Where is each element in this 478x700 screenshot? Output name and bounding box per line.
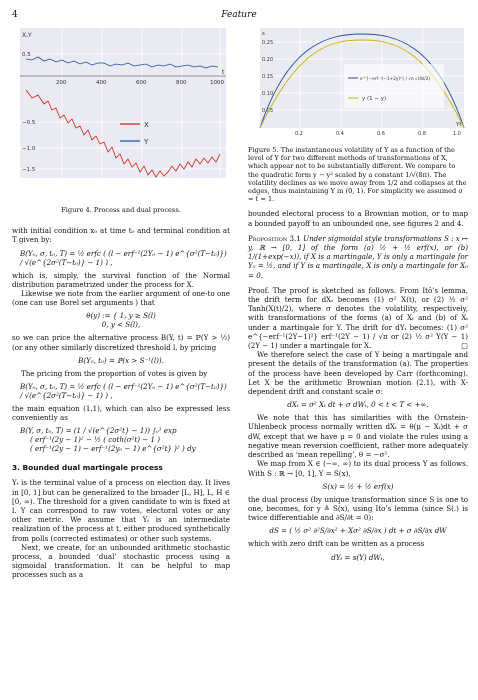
equation: B(Y₀, σ, t₀, T) = ½ erfc ( (l − erf⁻¹(2Y₀ − 1) e^{σ²(T−t₀)}) / √(e^{2σ²(T−t₀)} − 1) ) , [20, 248, 227, 267]
right-column [248, 26, 468, 566]
paragraph: Yₜ is the terminal value of a process on election day. It lives in [0, 1] but can be generalized to the broader [L, H], L, H ∈ [0, ∞). The threshold for a given candidate to win is fixed at l. Y can correspond to raw votes, electoral votes or any other metric. We assume that Yₜ is an intermediate realization of the process at t, either produced synthetically from polls (corrected estimates) or other such systems. [12, 478, 230, 543]
figure-4-caption: Figure 4. Process and dual process. [61, 206, 181, 214]
qed-symbol: □ [461, 341, 468, 351]
paragraph: We map from X ∈ (−∞, ∞) to its dual process Y as follows. With S : ℝ → [0, 1], Y = S(x), [248, 459, 468, 478]
equation-line: 0, y < S(l), [101, 320, 141, 330]
paragraph: which with zero drift can be written as a process [248, 539, 425, 549]
paragraph: bounded electoral process to a Brownian motion, or to map a bounded payoff to an unbounded one, see figures 2 and 4. [248, 209, 468, 228]
fig4-x-tick: 400 [96, 80, 107, 86]
fig4-y-title: X,Y [22, 32, 32, 39]
equation [20, 426, 230, 453]
figure-4 [12, 26, 230, 214]
fig5-x-tick: 0.8 [418, 131, 426, 137]
fig5-y-title: s [262, 31, 265, 37]
fig4-y-tick: −0.5 [22, 120, 36, 126]
equation-line: ( erf⁻¹(2y − 1)² − ½ ( coth(σ²t) − 1 ) [30, 435, 161, 445]
fig5-x-title: Yt [456, 122, 462, 128]
equation [12, 311, 230, 329]
fig4-x-tick: 1000 [210, 80, 224, 86]
proof-body: Proof. The proof is sketched as follows. From Itô’s lemma, the drift term for dXₜ becomes (1) σ² X(t), or (2) ½ σ² Tanh(X(t)/2), where σ denotes the volatility, respectively, with transformations of the forms (a) of Xₜ and (b) of Xₜ under a martingale for Y. The drift for dYₜ becomes: (1) σ² e^{−erf⁻¹(2Y−1)²} erf⁻¹(2Y − 1) / √π or (2) ½ σ² Y(Y − 1)(2Y − 1) under a martingale for X. [248, 285, 468, 351]
fig5-y-tick: 0.05 [262, 108, 274, 114]
fig5-y-tick: 0.20 [262, 57, 274, 63]
fig4-legend-label: Y [144, 138, 149, 146]
fig5-x-tick: 0.2 [295, 131, 303, 137]
fig5-y-tick: 0.15 [262, 74, 274, 80]
left-column [12, 26, 230, 580]
proposition-heading: Proposition 3.1 [248, 233, 301, 243]
figure-4-plot [12, 26, 230, 186]
figure-5-caption: Figure 5. The instantaneous volatility of Y as a function of the level of Y for two different methods of transformations of X, which appear not to be substantially different. We compare to the quadratic form y − y² scaled by a constant 1/√(8π). The volatility declines as we move away from 1/2 and collapses at the edges, thus maintaining Y in (0, 1). For simplicity we assumed σ = t = 1. [248, 146, 467, 204]
fig4-x-tick: 200 [56, 80, 67, 86]
fig4-y-tick: −1.0 [22, 146, 36, 152]
paragraph: We note that this has similarities with the Ornstein-Uhlenbeck process normally written dXₜ = θ(μ − Xₜ)dt + σ dW, except that we have μ = 0 and violate the rules using a negative mean reversion coefficient, rather more adequately described as ‘mean repelling’, θ = −σ². [248, 413, 468, 460]
fig4-legend-label: X [144, 121, 149, 129]
fig5-x-tick: 1.0 [453, 131, 461, 137]
fig5-x-tick: 0.6 [377, 131, 385, 137]
fig5-y-tick: 0.10 [262, 91, 274, 97]
equation: dS = ( ½ σ² ∂²S/∂x² + Xσ² ∂S/∂x ) dt + σ ∂S/∂x dW [269, 526, 447, 536]
equation: dYₜ = s(Y) dWₜ, [331, 552, 385, 562]
fig5-y-tick: 0.25 [262, 40, 274, 46]
equation: B(Y₀, t₀) = ℙ(x > S⁻¹(l)). [78, 355, 164, 365]
equation: S(x) = ½ + ½ erf(x) [322, 481, 394, 491]
section-heading: 3. Bounded dual martingale process [12, 463, 163, 473]
equation-line: ( erf⁻¹(2y − 1) − erf⁻¹(2y₀ − 1) e^{σ²t} )² ) dy [30, 444, 196, 454]
paragraph: with initial condition x₀ at time t₀ and terminal condition at T given by: [12, 226, 230, 245]
paragraph: Likewise we note from the earlier argument of one-to one (one can use Borel set arguments ) that [12, 289, 230, 308]
equation: B(Y₀, σ, t₀, T) = ½ erfc ( (l − erf⁻¹(2Y₀ − 1) e^{σ²(T−t₀)}) / √(e^{2σ²(T−t₀)} − 1) ) , [20, 382, 227, 401]
equation-line: B(Y, σ, t₀, T) = (1 / √(e^{2σ²t} − 1)) ∫₀¹ exp [20, 426, 177, 436]
fig4-y-tick: 0.5 [22, 52, 31, 58]
fig4-x-tick: 800 [176, 80, 187, 86]
fig4-x-tick: 600 [136, 80, 147, 86]
proposition-body: Under sigmoidal style transformations S : x ↦ y, ℝ → [0, 1] of the form (a) ½ + ½ erf(x), or (b) 1/(1+exp(−x)), if X is a martingale, Y is only a martingale for Y₀ = ½, and if Y is a martingale, X is only a martingale for X₀ = 0. [248, 233, 468, 280]
paragraph: We therefore select the case of Y being a martingale and present the details of the transformation (a). The properties of the process have been developed by Carr (forthcoming). Let X be the arithmetic Brownian motion (2.1), with X-dependent drift and constant scale σ: [248, 350, 468, 397]
paragraph: the main equation (1.1), which can also be expressed less conveniently as [12, 404, 230, 423]
paragraph: Next, we create, for an unbounded arithmetic stochastic process, a bounded ‘dual’ stochastic process using a sigmoidal transformation. It can be helpful to map processes such as a [12, 542, 230, 580]
paragraph: so we can price the alternative process B(Y, t) = ℙ(Y > ½) (or any other similarly discretized threshold l, by pricing [12, 333, 230, 352]
figure-5 [248, 26, 468, 203]
proof [248, 286, 468, 350]
equation: dXₜ = σ² Xₜ dt + σ dWₜ, 0 < t < T < +∞. [287, 400, 429, 410]
figure-5-plot [248, 26, 468, 138]
fig5-legend-label: e^{−erf⁻¹(−1+2y)²} / √π √(4π/2) [360, 76, 431, 81]
proposition [248, 234, 468, 280]
paragraph: the dual process (by unique transformation since S is one to one, becomes, for y ≜ S(x), using Ito’s lemma (since S(.) is twice differentiable and ∂S/∂t = 0): [248, 494, 468, 523]
fig4-y-tick: −1.5 [22, 167, 36, 173]
equation-line: θ(y) := { 1, y ≥ S(l) [86, 311, 156, 321]
fig4-x-title: t [222, 69, 225, 76]
running-title: Feature [221, 10, 257, 20]
paragraph: which is, simply, the survival function of the Normal distribution parametrized under the process for X. [12, 270, 230, 289]
paragraph: The pricing from the proportion of votes is given by [21, 368, 208, 378]
fig5-x-tick: 0.4 [336, 131, 344, 137]
page-number: 4 [12, 10, 18, 20]
fig5-legend-label: y (1 − y) [362, 96, 387, 102]
fig5-legend [344, 64, 444, 108]
